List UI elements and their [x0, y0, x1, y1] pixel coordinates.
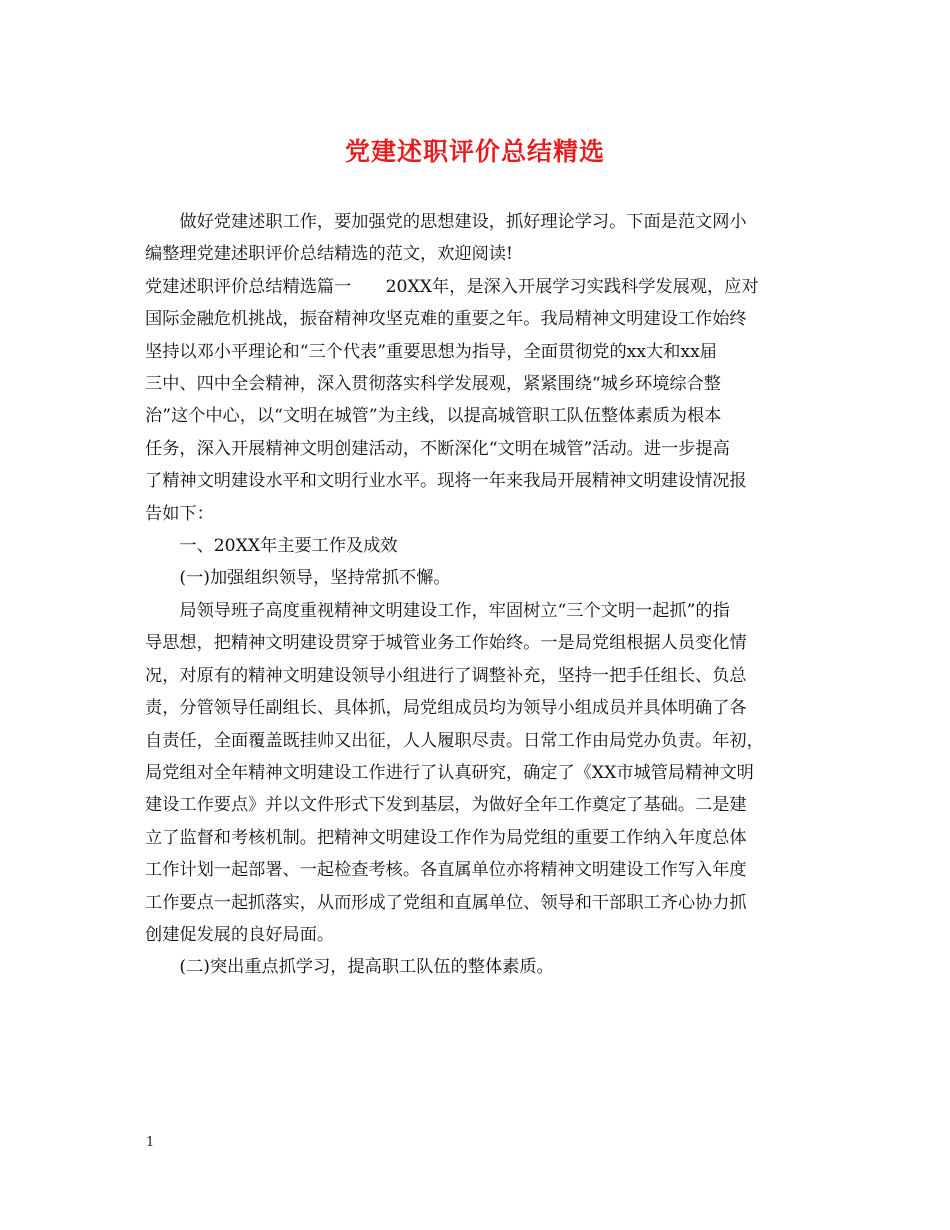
- text-line: 自责任，全面覆盖既挂帅又出征，人人履职尽责。日常工作由局党办负责。年初，: [145, 730, 764, 751]
- document-body: [145, 206, 805, 984]
- subsection-heading: (一)加强组织领导，坚持常抓不懈。: [145, 568, 451, 589]
- text-line: 编整理党建述职评价总结精选的范文，欢迎阅读!: [145, 244, 513, 265]
- text-line: 局领导班子高度重视精神文明建设工作，牢固树立“三个文明一起抓”的指: [145, 600, 730, 621]
- text-line: 工作要点一起抓落实，从而形成了党组和直属单位、领导和干部职工齐心协力抓: [145, 892, 747, 913]
- text-line: 任务，深入开展精神文明创建活动，不断深化“文明在城管”活动。进一步提高: [145, 438, 730, 459]
- text-line: 三中、四中全会精神，深入贯彻落实科学发展观，紧紧围绕“城乡环境综合整: [145, 374, 721, 395]
- document-title: 党建述职评价总结精选: [344, 137, 605, 166]
- text-line: 立了监督和考核机制。把精神文明建设工作作为局党组的重要工作纳入年度总体: [145, 827, 747, 848]
- text-line: 治”这个中心，以“文明在城管”为主线，以提高城管职工队伍整体素质为根本: [145, 406, 722, 427]
- text-line: 了精神文明建设水平和文明行业水平。现将一年来我局开展精神文明建设情况报: [145, 471, 747, 492]
- text-line: 国际金融危机挑战，振奋精神攻坚克难的重要之年。我局精神文明建设工作始终: [145, 309, 747, 330]
- text-line: 告如下：: [145, 503, 214, 524]
- text-line: 做好党建述职工作，要加强党的思想建设，抓好理论学习。下面是范文网小: [145, 212, 747, 232]
- text-line: 导思想，把精神文明建设贯穿于城管业务工作始终。一是局党组根据人员变化情: [145, 633, 747, 654]
- subsection-heading: (二)突出重点抓学习，提高职工队伍的整体素质。: [145, 957, 554, 978]
- text-line: 党建述职评价总结精选篇一 20XX年，是深入开展学习实践科学发展观，应对: [145, 276, 759, 297]
- text-line: 坚持以邓小平理论和“三个代表”重要思想为指导，全面贯彻党的xx大和xx届: [145, 341, 717, 362]
- text-line: 况，对原有的精神文明建设领导小组进行了调整补充，坚持一把手任组长、负总: [145, 665, 747, 686]
- section-heading: 一、20XX年主要工作及成效: [145, 536, 398, 557]
- text-line: 局党组对全年精神文明建设工作进行了认真研究，确定了《XX市城管局精神文明: [145, 762, 754, 783]
- text-line: 工作计划一起部署、一起检查考核。各直属单位亦将精神文明建设工作写入年度: [145, 860, 747, 881]
- text-line: 创建促发展的良好局面。: [145, 924, 335, 945]
- page-number: 1: [146, 1135, 155, 1150]
- text-line: 责，分管领导任副组长、具体抓，局党组成员均为领导小组成员并具体明确了各: [145, 698, 747, 719]
- text-line: 建设工作要点》并以文件形式下发到基层，为做好全年工作奠定了基础。二是建: [145, 795, 747, 816]
